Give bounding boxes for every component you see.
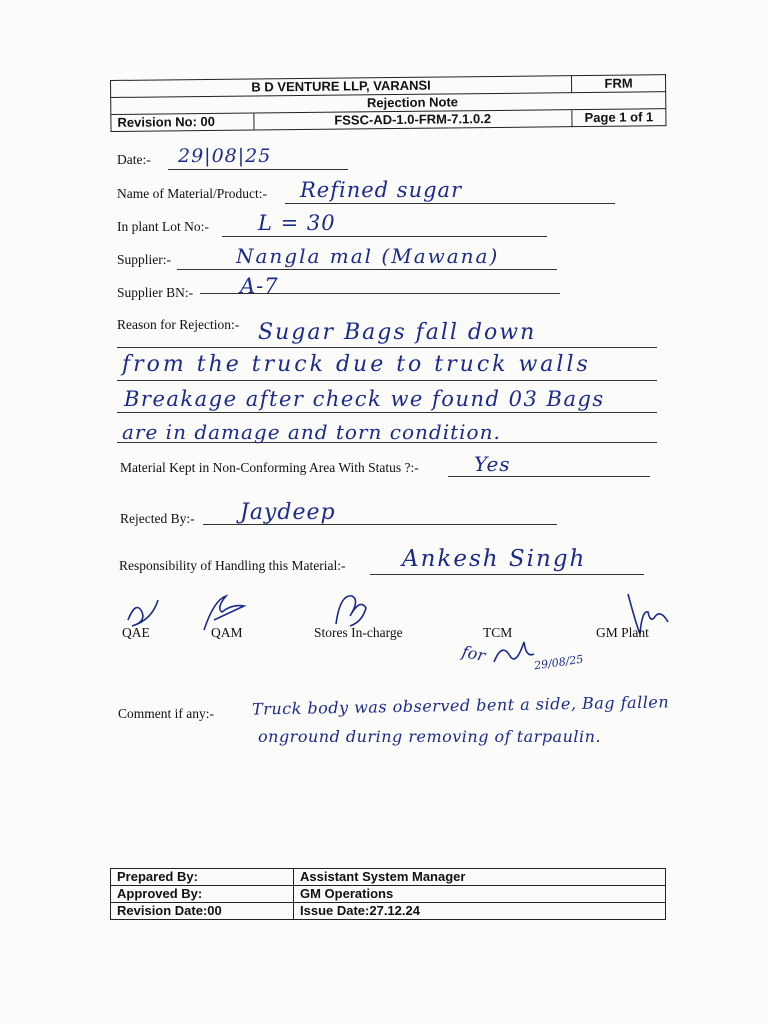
kept-label: Material Kept in Non-Conforming Area With Status ?:-	[120, 460, 419, 475]
reason-line-2	[117, 380, 657, 381]
page-number: Page 1 of 1	[572, 109, 666, 127]
reason-line-3	[117, 412, 657, 413]
stores-signature	[336, 596, 366, 626]
reason-text-2: from the truck due to truck walls	[122, 352, 591, 377]
reason-text-4: are in damage and torn condition.	[122, 420, 501, 444]
supplier-bn-value: A-7	[240, 274, 279, 298]
tcm-note-date: 29/08/25	[533, 652, 585, 673]
kept-value: Yes	[474, 452, 511, 476]
lot-value: L = 30	[258, 211, 336, 235]
header-table	[110, 74, 667, 132]
reason-label: Reason for Rejection:-	[117, 317, 240, 332]
footer-table	[110, 868, 666, 920]
responsibility-label: Responsibility of Handling this Material:-	[119, 558, 346, 573]
reason-text-3: Breakage after check we found 03 Bags	[124, 387, 605, 411]
revision-date: Revision Date:00	[111, 903, 294, 920]
reason-text-1: Sugar Bags fall down	[258, 320, 537, 345]
supplier-value: Nangla mal (Mawana)	[236, 244, 500, 268]
prepared-label: Prepared By:	[111, 869, 294, 886]
document-code: FSSC-AD-1.0-FRM-7.1.0.2	[253, 110, 572, 130]
stores-label: Stores In-charge	[314, 625, 403, 640]
tcm-note: for	[460, 641, 487, 666]
reason-line-1	[117, 347, 657, 348]
approved-value: GM Operations	[294, 886, 666, 903]
supplier-label: Supplier:-	[117, 252, 171, 267]
responsibility-line	[370, 574, 644, 575]
responsibility-value: Ankesh Singh	[402, 546, 587, 572]
tcm-label: TCM	[483, 625, 513, 640]
date-line	[168, 169, 348, 170]
company-name: B D VENTURE LLP, VARANSI	[111, 76, 572, 98]
qam-label: QAM	[211, 625, 243, 640]
gm-label: GM Plant	[596, 625, 649, 640]
prepared-value: Assistant System Manager	[294, 869, 666, 886]
supplier-bn-label: Supplier BN:-	[117, 285, 194, 300]
material-label: Name of Material/Product:-	[117, 186, 267, 201]
rejected-label: Rejected By:-	[120, 511, 195, 526]
material-value: Refined sugar	[300, 178, 463, 202]
comment-label: Comment if any:-	[118, 706, 214, 721]
qae-signature	[128, 600, 158, 626]
revision-number: Revision No: 00	[111, 113, 254, 131]
approved-label: Approved By:	[111, 886, 294, 903]
date-value: 29|08|25	[178, 145, 272, 167]
kept-line	[448, 476, 650, 477]
lot-label: In plant Lot No:-	[117, 219, 209, 234]
date-label: Date:-	[117, 152, 151, 167]
qae-label: QAE	[122, 625, 150, 640]
comment-text-2: onground during removing of tarpaulin.	[258, 727, 602, 746]
issue-date: Issue Date:27.12.24	[294, 903, 666, 920]
comment-text-1: Truck body was observed bent a side, Bag fallen	[251, 692, 670, 719]
supplier-line	[177, 269, 557, 270]
material-line	[285, 203, 615, 204]
document-title: Rejection Note	[253, 93, 572, 113]
form-type: FRM	[571, 75, 665, 93]
rejected-value: Jaydeep	[240, 500, 336, 525]
lot-line	[222, 236, 547, 237]
